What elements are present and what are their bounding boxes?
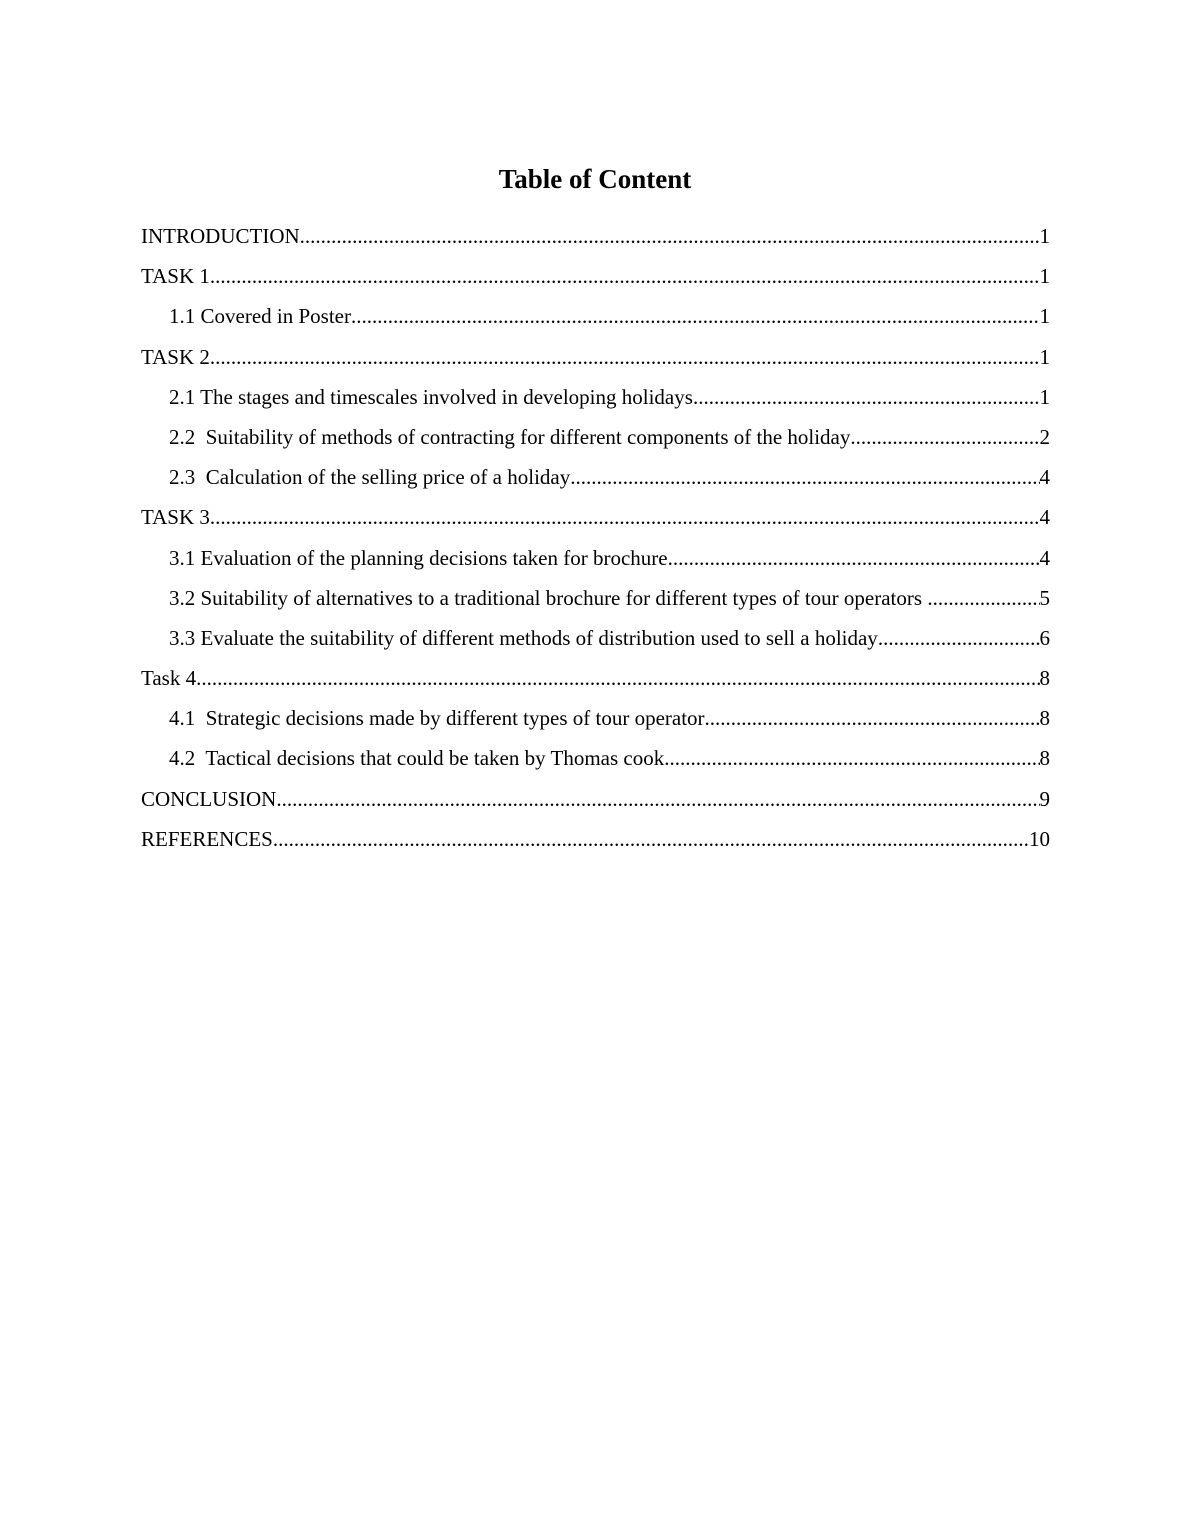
toc-entry[interactable] — [141, 660, 1050, 700]
toc-entry-text: 3.3 Evaluate the suitability of different methods of distribution used to sell a holiday — [169, 625, 878, 650]
toc-page-number: 1 — [1039, 264, 1050, 289]
toc-page-number: 4 — [1039, 545, 1050, 570]
toc-dot-leader — [276, 781, 1039, 817]
toc-dot-leader — [300, 218, 1040, 254]
toc-entry-text: 4.1 Strategic decisions made by different types of tour operator — [169, 706, 705, 731]
toc-page-number: 10 — [1029, 826, 1050, 851]
toc-page-number: 4 — [1039, 465, 1050, 490]
toc-entry[interactable] — [141, 540, 1050, 580]
toc-dot-leader — [668, 540, 1040, 576]
toc-title: Table of Content — [498, 164, 692, 194]
toc-entry-text: 4.2 Tactical decisions that could be taken by Thomas cook — [169, 746, 665, 771]
toc-entry-text: 2.3 Calculation of the selling price of a holiday — [169, 465, 571, 490]
toc-entry-text: CONCLUSION — [141, 786, 277, 811]
toc-dot-leader — [196, 660, 1039, 696]
toc-page-number: 6 — [1039, 625, 1050, 650]
toc-entry-text: REFERENCES — [141, 826, 273, 851]
toc-entry-text: TASK 3 — [141, 505, 210, 530]
toc-dot-leader — [878, 620, 1040, 656]
toc-entry-text: 2.1 The stages and timescales involved in developing holidays — [169, 384, 693, 409]
toc-list — [141, 218, 1050, 861]
toc-entry[interactable] — [141, 379, 1050, 419]
toc-entry-text: TASK 1 — [141, 264, 210, 289]
toc-entry[interactable] — [141, 781, 1050, 821]
toc-dot-leader — [570, 459, 1039, 495]
toc-page-number: 4 — [1039, 505, 1050, 530]
toc-page-number: 1 — [1039, 304, 1050, 329]
toc-dot-leader — [705, 700, 1040, 736]
toc-entry[interactable] — [141, 339, 1050, 379]
toc-dot-leader — [210, 339, 1040, 375]
toc-entry[interactable] — [141, 740, 1050, 780]
toc-dot-leader — [351, 298, 1040, 334]
toc-entry[interactable] — [141, 218, 1050, 258]
toc-page-number: 8 — [1039, 666, 1050, 691]
toc-entry-text: 2.2 Suitability of methods of contracting for different components of the holiday — [169, 424, 851, 449]
toc-dot-leader — [273, 821, 1029, 857]
toc-entry-text: Task 4 — [141, 666, 197, 691]
toc-entry[interactable] — [141, 298, 1050, 338]
toc-entry-text: TASK 2 — [141, 344, 210, 369]
toc-entry[interactable] — [141, 620, 1050, 660]
toc-page-number: 5 — [1039, 585, 1050, 610]
toc-dot-leader — [693, 379, 1040, 415]
toc-page-number: 1 — [1039, 344, 1050, 369]
toc-page-number: 8 — [1039, 746, 1050, 771]
toc-dot-leader — [210, 499, 1040, 535]
toc-dot-leader — [664, 740, 1039, 776]
toc-entry-text: INTRODUCTION — [141, 224, 300, 248]
toc-page-number: 8 — [1039, 706, 1050, 731]
toc-page-number: 9 — [1039, 786, 1050, 811]
toc-page-number: 2 — [1039, 424, 1050, 449]
toc-entry-text: 3.2 Suitability of alternatives to a traditional brochure for different types of tour operators — [169, 585, 928, 610]
toc-entry[interactable] — [141, 821, 1050, 861]
toc-entry-text: 1.1 Covered in Poster — [169, 304, 351, 329]
toc-entry-text: 3.1 Evaluation of the planning decisions taken for brochure — [169, 545, 668, 570]
toc-page-number: 1 — [1039, 224, 1050, 248]
toc-entry[interactable] — [141, 499, 1050, 539]
toc-page-number: 1 — [1039, 384, 1050, 409]
toc-dot-leader — [850, 419, 1039, 455]
toc-dot-leader — [927, 580, 1039, 616]
toc-entry[interactable] — [141, 419, 1050, 459]
toc-entry[interactable] — [141, 459, 1050, 499]
toc-entry[interactable] — [141, 258, 1050, 298]
toc-dot-leader — [210, 258, 1040, 294]
toc-entry[interactable] — [141, 700, 1050, 740]
toc-entry[interactable] — [141, 580, 1050, 620]
